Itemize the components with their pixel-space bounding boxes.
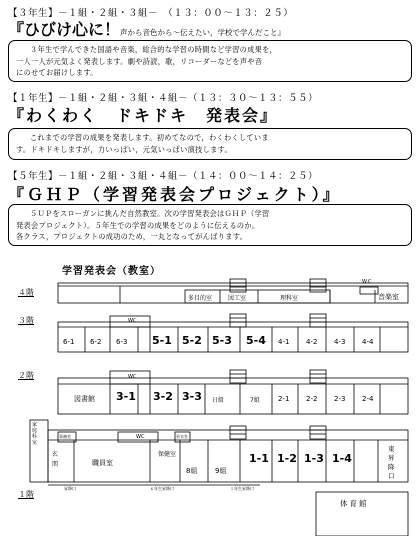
stairs-icon	[230, 426, 246, 439]
room-label: 8組	[186, 467, 198, 475]
room-label: 2-3	[334, 395, 346, 403]
room-label-highlight: 5-2	[182, 334, 202, 347]
body-line: 発表会プロジェクト）。５年生での学習の成果をどのように伝えるのか。	[16, 220, 260, 230]
map-title: 学習発表会（教室）	[62, 266, 161, 277]
body-line: ３年生で学んできた国語や音楽，総合的な学習の時間など学習の成果を，	[30, 45, 278, 54]
room-label: 保健室	[158, 451, 177, 458]
stairs-icon	[230, 370, 246, 383]
exit-label: 昇降口	[64, 486, 76, 491]
small-room-label: 更衣室	[176, 434, 188, 439]
body-line: す。ドキドキしますが，力いっぱい，元気いっぱい演技します。	[16, 144, 232, 154]
room-label: 多目的室	[188, 295, 213, 302]
wc-label: WC	[128, 374, 137, 380]
room-label: 6-1	[63, 338, 75, 346]
stairs-icon	[310, 370, 326, 383]
section-1st-title: 『わくわく ドキドキ 発表会』	[8, 106, 279, 125]
room-label-highlight: 5-1	[152, 334, 172, 347]
room-label-highlight: 1-2	[277, 452, 297, 465]
room-label-highlight: 1-3	[304, 452, 324, 465]
room-label: 日組	[212, 397, 225, 404]
room-label: 図書館	[74, 395, 95, 403]
room-label: 6-2	[90, 338, 102, 346]
wc-label: WC	[136, 434, 145, 440]
exit-label: １年生昇降口	[230, 486, 254, 491]
floor4-label: ４階	[18, 288, 34, 297]
room-label: 2-4	[362, 395, 374, 403]
room-label: 2-2	[306, 395, 318, 403]
room-label-highlight: 1-1	[249, 452, 269, 465]
east-exit-label: 東昇降口	[388, 445, 395, 480]
stairs-icon	[310, 314, 326, 327]
room-label: 9組	[215, 467, 227, 475]
room-label: 理科室	[280, 295, 299, 302]
room-label-highlight: 5-4	[246, 334, 266, 347]
body-line: にのせてお届けします。	[16, 68, 98, 77]
room-label: 7組	[250, 397, 260, 404]
entrance-label: 玄関	[52, 451, 59, 468]
room-label: 4-3	[334, 338, 346, 346]
room-label-highlight: 3-2	[153, 390, 173, 403]
floor2-label: ２階	[18, 371, 34, 380]
section-3rd-header: 【３年生】－１組・２組・３組－ （１３：００～１３：２５）	[8, 8, 294, 19]
stairs-icon	[310, 426, 326, 439]
room-label: 図工室	[228, 295, 247, 302]
room-label-highlight: 3-1	[116, 390, 136, 403]
exit-label: ６年生昇降口	[150, 486, 174, 491]
floor3-label: ３階	[18, 316, 34, 325]
section-3rd-subtitle: 声から音色から～伝えたい，学校で学んだこと』	[120, 28, 286, 37]
wc-label: W.C	[362, 279, 372, 285]
stairs-icon	[230, 314, 246, 327]
room-label: 4-2	[306, 338, 318, 346]
room-label: 2-1	[278, 395, 290, 403]
room-label-highlight: 3-3	[182, 390, 202, 403]
floor1-label: １階	[18, 490, 34, 499]
room-label: 音楽室	[378, 293, 399, 301]
room-label: 4-4	[362, 338, 374, 346]
side-room-label: 家庭科室	[32, 422, 38, 446]
gym-label: 体育館	[340, 499, 369, 508]
body-line: 一人一人が元気よく発表します。劇や詩読，歌，リコーダーなどを声や音	[16, 56, 263, 66]
section-5th-header: 【５年生】－１組・２組・３組・４組－（１４：００～１４：２５）	[8, 171, 319, 182]
room-label-highlight: 1-4	[332, 452, 352, 465]
room-label: 職員室	[92, 459, 113, 467]
room-label: 4-1	[278, 338, 290, 346]
small-room-label: 事務室	[59, 434, 71, 439]
section-1st-header: 【１年生】－１組・２組・３組・４組－（１３：３０～１３：５５）	[8, 93, 319, 104]
room-label: 6-3	[116, 338, 128, 346]
room-label-highlight: 5-3	[212, 334, 232, 347]
body-line: ５ＵＰをスローガンに挑んだ自然教室。次の学習発表会はＧＨＰ（学習	[30, 209, 270, 218]
body-line: これまでの学習の成果を発表します。初めてなので，わくわくしていま	[30, 133, 269, 142]
section-3rd-title-main: 『ひびけ心に！	[8, 20, 121, 39]
section-5th-title: 『ＧＨＰ（学習発表会プロジェクト）』	[8, 185, 342, 204]
body-line: 各クラス，プロジェクトの成功のため，一丸となってがんばります。	[16, 232, 248, 241]
wc-label: WC	[128, 318, 137, 324]
floor3-outline	[58, 322, 408, 352]
